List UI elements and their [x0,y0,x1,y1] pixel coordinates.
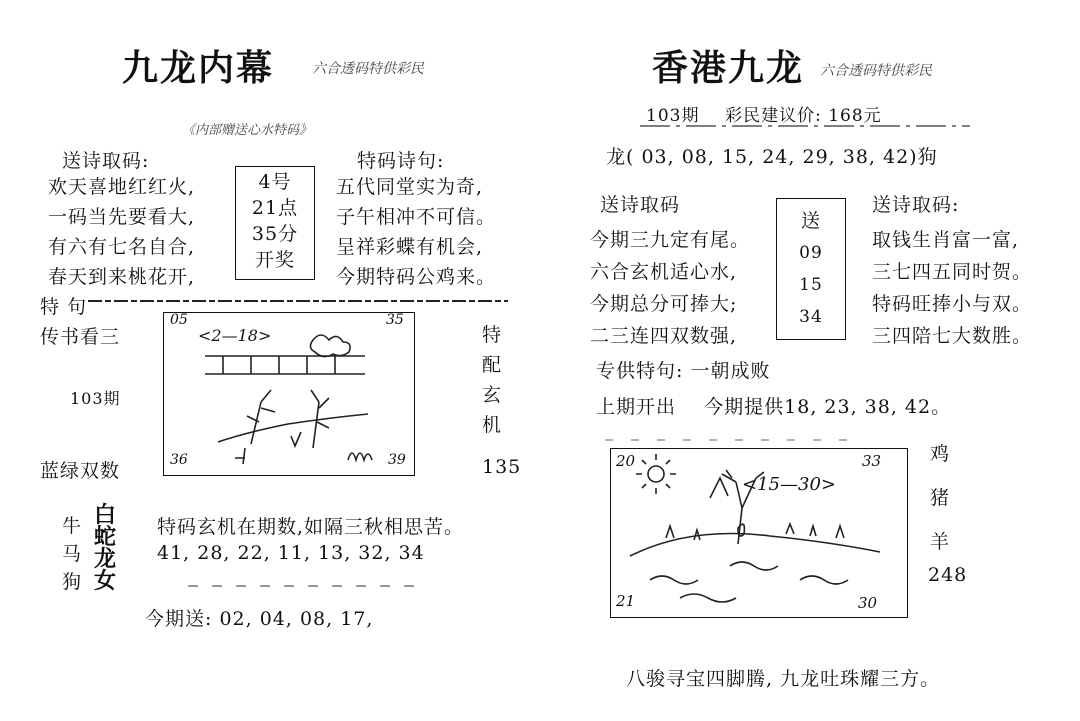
poem-line: 今期特码公鸡来。 [336,266,497,288]
poem-line: 呈祥彩蝶有机会, [336,236,484,258]
center-box-line: 34 [799,307,823,327]
vertical-char: 羊 [930,531,951,553]
num-135: 135 [482,456,522,478]
zodiac-char: 蛇 [94,524,117,550]
box-range-label: <15—30> [742,474,836,495]
zodiac-char: 狗 [62,571,83,593]
center-box-line: 35分 [251,223,299,245]
poem-line: 有六有七名自合, [48,236,196,258]
box-corner-bl: 21 [616,592,636,610]
box-corner-tl: 05 [170,312,188,328]
poem-line: 春天到来桃花开, [48,266,196,288]
poem-line: 三七四五同时贺。 [872,261,1033,283]
left-sketch [163,312,413,474]
box-corner-tr: 33 [862,452,882,470]
vertical-char: 猪 [930,487,951,509]
poem-line: 三四陪七大数胜。 [872,325,1033,347]
dashed-divider [88,296,508,306]
center-box-line: 送 [800,210,821,232]
vertical-char: 配 [482,354,503,376]
vertical-char: 玄 [482,384,503,406]
special-line: 专供特句: 一朝成败 [596,360,771,382]
right-title: 香港九龙 [652,47,805,89]
box-corner-br: 30 [858,594,878,612]
right-label-left: 送诗取码 [600,194,681,216]
right-label-right: 送诗取码: [872,194,960,216]
center-box-line: 4号 [258,171,292,193]
te-ju-label: 特 句 [40,296,88,318]
left-poem-label-left: 送诗取码: [62,150,150,172]
price-underline [640,123,970,129]
vertical-char: 鸡 [930,443,951,465]
song-line: 今期送: 02, 04, 08, 17, [145,608,374,630]
poem-line: 五代同堂实为奇, [336,176,484,198]
poem-line: 欢天喜地红红火, [48,176,196,198]
poem-line: 二三连四双数强, [590,325,738,347]
right-center-box [776,198,846,340]
poem-line: 今期三九定有尾。 [590,229,751,251]
xuanji-line: 特码玄机在期数,如隔三秋相思苦。 [157,516,465,538]
zodiac-char: 马 [62,543,83,565]
left-center-box [235,166,315,280]
left-title: 九龙内幕 [122,47,275,89]
zodiac-right [94,504,116,592]
num-248: 248 [928,564,968,586]
left-poem-right [336,172,496,292]
long-line: 龙( 03, 08, 15, 24, 29, 38, 42)狗 [606,146,938,168]
box-range-label: <2—18> [198,326,272,345]
zodiac-char: 白 [94,502,117,528]
center-box-line: 21点 [251,197,299,219]
right-poem-left [590,224,750,352]
right-poem-right [872,224,1032,352]
left-period: 103期 [70,389,121,408]
right-sketch [610,448,906,616]
box-corner-bl: 36 [170,452,188,468]
period-price: 103期 彩民建议价: 168元 [646,106,882,126]
left-vertical-right [482,320,502,440]
left-subtitle: 六合透码特供彩民 [312,61,424,77]
zodiac-char: 牛 [62,515,83,537]
numbers-line: 41, 28, 22, 11, 13, 32, 34 [157,542,425,564]
right-footer: 八骏寻宝四脚腾, 九龙吐珠耀三方。 [626,668,941,690]
poem-line: 今期总分可捧大; [590,293,738,315]
zodiac-char: 女 [94,568,117,594]
vertical-char: 机 [482,414,503,436]
zodiac-left [62,512,82,596]
faded-top-dashes [605,436,865,444]
center-box-line: 09 [799,243,823,263]
zodiac-char: 龙 [94,546,117,572]
poem-line: 六合玄机适心水, [590,261,738,283]
poem-line: 一码当先要看大, [48,206,196,228]
poem-line: 特码旺捧小与双。 [872,293,1033,315]
poem-line: 取钱生肖富一富, [872,229,1020,251]
provide-line: 上期开出 今期提供18, 23, 38, 42。 [596,396,952,418]
left-banner: 《内部赠送心水特码》 [182,123,313,138]
box-corner-tr: 35 [386,312,404,328]
poem-line: 子午相冲不可信。 [336,206,497,228]
right-subtitle: 六合透码特供彩民 [820,63,932,79]
center-box-line: 15 [799,275,823,295]
right-vertical-right [930,432,950,564]
box-corner-tl: 20 [616,452,636,470]
vertical-char: 特 [482,324,503,346]
center-box-line: 开奖 [254,249,295,271]
lan-lv-label: 蓝绿双数 [40,460,121,482]
chuan-shu-label: 传书看三 [40,326,121,348]
left-poem-label-right: 特码诗句: [357,150,445,172]
left-poem-left [48,172,195,292]
box-corner-br: 39 [388,452,406,468]
faded-dashes [188,582,428,590]
